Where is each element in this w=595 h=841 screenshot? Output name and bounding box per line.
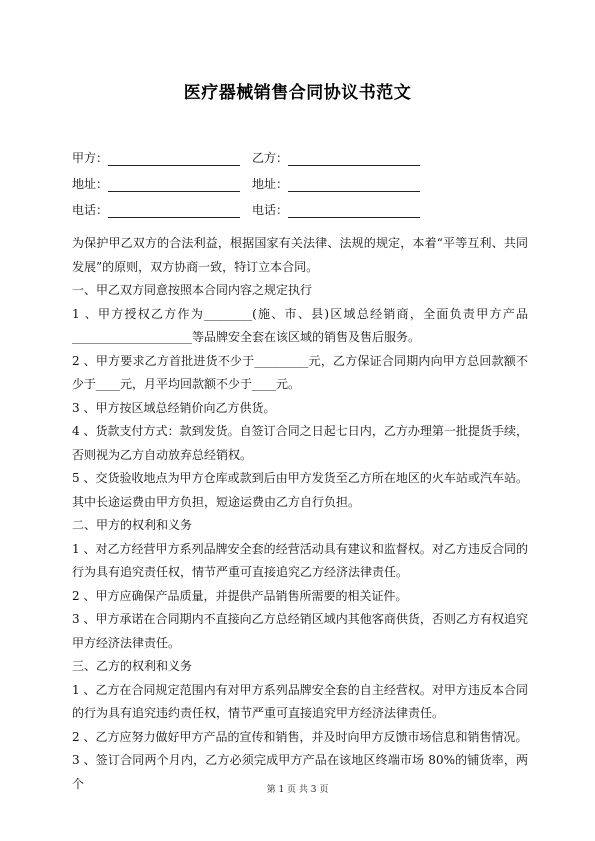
clause-paragraph: 2 、甲方应确保产品质量，并提供产品销售所需要的相关证件。 bbox=[72, 588, 408, 603]
party-b-label: 乙方： bbox=[252, 151, 289, 165]
clause-paragraph: 1 、甲方授权乙方作为________(施、市、县)区域总经销商，全面负责甲方产品____________________等品牌安全套在该区域的销售及售后服务。 bbox=[72, 306, 528, 344]
clause-paragraph: 3 、签订合同两个月内，乙方必须完成甲方产品在该地区终端市场 80%的铺货率，两个 bbox=[72, 753, 528, 791]
phone-b-label: 电话： bbox=[252, 203, 289, 217]
page-footer: 第 1 页 共 3 页 bbox=[266, 785, 329, 795]
address-b-label: 地址： bbox=[252, 177, 289, 191]
address-b-blank bbox=[288, 177, 420, 192]
party-a-blank bbox=[108, 151, 240, 166]
phone-a-blank bbox=[108, 203, 240, 218]
party-b-blank bbox=[288, 151, 420, 166]
section-heading-2: 二、甲方的权利和义务 bbox=[72, 518, 193, 532]
phone-row bbox=[72, 192, 532, 218]
party-info-fields bbox=[72, 140, 532, 218]
clause-paragraph: 1 、对乙方经营甲方系列品牌安全套的经营活动具有建议和监督权。对乙方违反合同的行为具有追究责任权，情节严重可直接追究乙方经济法律责任。 bbox=[72, 541, 528, 579]
phone-b-field bbox=[252, 201, 432, 218]
address-a-blank bbox=[108, 177, 240, 192]
address-a-field bbox=[72, 175, 252, 192]
clause-paragraph: 4 、货款支付方式：款到发货。自签订合同之日起七日内，乙方办理第一批提货手续，否则视为乙方自动放弃总经销权。 bbox=[72, 424, 528, 462]
party-a-label: 甲方： bbox=[72, 151, 109, 165]
document-title: 医疗器械销售合同协议书范文 bbox=[183, 83, 412, 103]
phone-b-blank bbox=[288, 203, 420, 218]
phone-a-label: 电话： bbox=[72, 203, 109, 217]
party-a-field bbox=[72, 149, 252, 166]
preamble-paragraph: 为保护甲乙双方的合法利益，根据国家有关法律、法规的规定，本着“平等互利、共同发展”的原则，双方协商一致，特订立本合同。 bbox=[72, 236, 528, 274]
clause-paragraph: 5 、交货验收地点为甲方仓库或款到后由甲方发货至乙方所在地区的火车站或汽车站。其中长途运费由甲方负担，短途运费由乙方自行负担。 bbox=[72, 471, 528, 509]
clause-paragraph: 2 、甲方要求乙方首批进货不少于_________元，乙方保证合同期内向甲方总回款额不少于____元，月平均回款额不少于____元。 bbox=[72, 353, 528, 391]
clause-paragraph: 3 、甲方承诺在合同期内不直接向乙方总经销区域内其他客商供货，否则乙方有权追究甲方经济法律责任。 bbox=[72, 612, 528, 650]
address-a-label: 地址： bbox=[72, 177, 109, 191]
address-b-field bbox=[252, 175, 432, 192]
clause-paragraph: 2 、乙方应努力做好甲方产品的宣传和销售，并及时向甲方反馈市场信息和销售情况。 bbox=[72, 729, 528, 744]
clause-paragraph: 1 、乙方在合同规定范围内有对甲方系列品牌安全套的自主经营权。对甲方违反本合同的行为具有追究违约责任权，情节严重可直接追究甲方经济法律责任。 bbox=[72, 682, 528, 720]
section-heading-3: 三、乙方的权利和义务 bbox=[72, 659, 193, 673]
address-row bbox=[72, 166, 532, 192]
phone-a-field bbox=[72, 201, 252, 218]
section-heading-1: 一、甲乙双方同意按照本合同内容之规定执行 bbox=[72, 283, 313, 297]
party-b-field bbox=[252, 149, 432, 166]
party-row bbox=[72, 140, 532, 166]
clause-paragraph: 3 、甲方按区域总经销价向乙方供货。 bbox=[72, 400, 276, 415]
contract-body bbox=[72, 232, 528, 796]
